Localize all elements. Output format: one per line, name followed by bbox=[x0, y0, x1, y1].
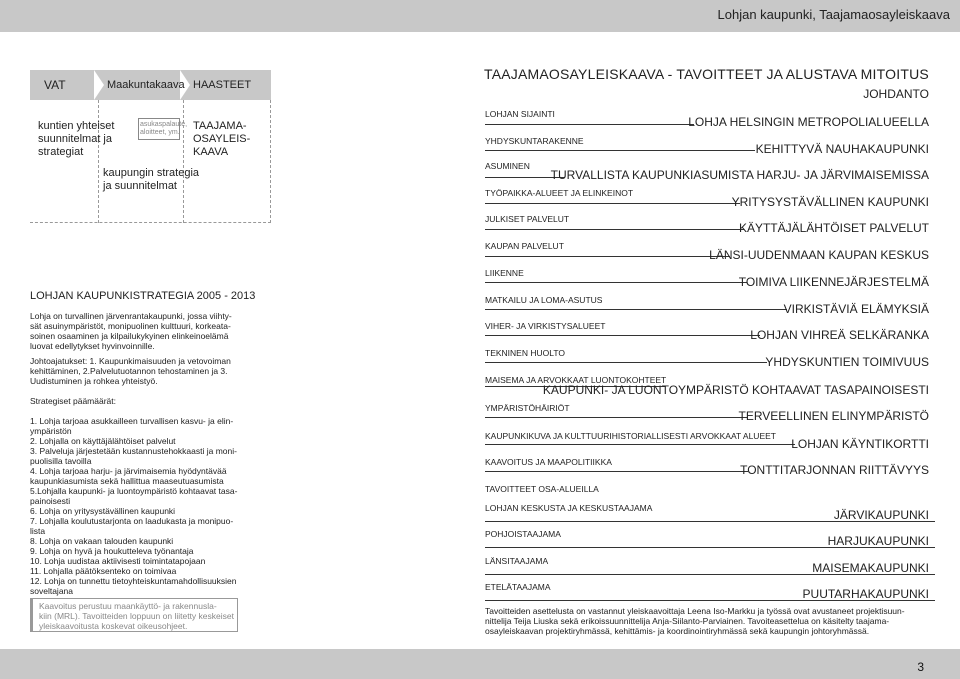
intro-heading: JOHDANTO bbox=[863, 87, 929, 101]
goal-value: JÄRVIKAUPUNKI bbox=[833, 508, 929, 522]
goal-value: TURVALLISTA KAUPUNKIASUMISTA HARJU- JA JÄRVIMAISEMISSA bbox=[550, 168, 929, 182]
goal-line bbox=[485, 256, 730, 257]
goal-label: ASUMINEN bbox=[485, 161, 530, 171]
diagram-maakuntakaava-label: Maakuntakaava bbox=[107, 79, 185, 91]
strategy-title: LOHJAN KAUPUNKISTRATEGIA 2005 - 2013 bbox=[30, 290, 256, 302]
strategy-guidelines: Johtoajatukset: 1. Kaupunkimaisuuden ja vetovoiman kehittäminen, 2.Palvelutuotannon tehostaminen ja 3. Uudistuminen ja rohkea yhteistyö. bbox=[30, 356, 231, 386]
goal-value: HARJUKAUPUNKI bbox=[827, 534, 929, 548]
goal-label: LÄNSITAAJAMA bbox=[485, 556, 549, 566]
page-title: TAAJAMAOSAYLEISKAAVA - TAVOITTEET JA ALUSTAVA MITOITUS bbox=[484, 66, 929, 82]
goal-line bbox=[485, 124, 694, 125]
goal-value: YHDYSKUNTIEN TOIMIVUUS bbox=[765, 355, 929, 369]
goal-label: VIHER- JA VIRKISTYSALUEET bbox=[485, 321, 606, 331]
diagram-divider bbox=[270, 100, 271, 223]
goal-line bbox=[485, 444, 795, 445]
diagram-vat-label: VAT bbox=[44, 78, 66, 92]
goal-label: TYÖPAIKKA-ALUEET JA ELINKEINOT bbox=[485, 188, 634, 198]
diagram-divider bbox=[98, 100, 99, 223]
planning-diagram bbox=[30, 70, 271, 223]
goal-value: LOHJAN KÄYNTIKORTTI bbox=[791, 437, 929, 451]
goal-value: TONTTITARJONNAN RIITTÄVYYS bbox=[740, 463, 929, 477]
goal-value: KAUPUNKI- JA LUONTOYMPÄRISTÖ KOHTAAVAT TASAPAINOISESTI bbox=[542, 383, 929, 397]
goal-label: LOHJAN KESKUSTA JA KESKUSTAAJAMA bbox=[485, 503, 653, 513]
goal-value: KEHITTYVÄ NAUHAKAUPUNKI bbox=[755, 142, 929, 156]
goal-line bbox=[485, 471, 748, 472]
diagram-kaupungin-label: kaupungin strategia ja suunnitelmat bbox=[103, 167, 200, 192]
goal-line bbox=[485, 362, 767, 363]
goal-value: TOIMIVA LIIKENNEJÄRJESTELMÄ bbox=[738, 275, 929, 289]
page-number: 3 bbox=[917, 660, 924, 674]
document-title: Lohjan kaupunki, Taajamaosayleiskaava bbox=[717, 7, 950, 22]
goal-value: MAISEMAKAUPUNKI bbox=[812, 561, 929, 575]
goal-label: KAUPUNKIKUVA JA KULTTUURIHISTORIALLISESTI ARVOKKAAT ALUEET bbox=[485, 431, 776, 441]
goal-value: PUUTARHAKAUPUNKI bbox=[802, 587, 929, 601]
goal-label: YMPÄRISTÖHÄIRIÖT bbox=[485, 403, 570, 413]
bottom-bar bbox=[0, 649, 960, 679]
goal-value: YRITYSYSTÄVÄLLINEN KAUPUNKI bbox=[731, 195, 929, 209]
goal-label: POHJOISTAAJAMA bbox=[485, 529, 561, 539]
diagram-asukaspalaute-label: asukaspalaute, aloitteet, ym. bbox=[140, 121, 188, 136]
diagram-haasteet-label: HAASTEET bbox=[193, 79, 252, 91]
goal-label: JULKISET PALVELUT bbox=[485, 214, 570, 224]
goal-label: ETELÄTAAJAMA bbox=[485, 582, 551, 592]
goal-value: TERVEELLINEN ELINYMPÄRISTÖ bbox=[738, 409, 929, 423]
goal-label: KAAVOITUS JA MAAPOLITIIKKA bbox=[485, 457, 612, 467]
strategy-vision: Lohja on turvallinen järvenrantakaupunki, jossa viihty- sät asuinympäristöt, monipuolinen kulttuuri, korkeata- soinen osaaminen ja kilpailukykyinen elinkeinoelämä luovat edellytykset hyvinvoinnille. bbox=[30, 311, 232, 351]
mrl-note bbox=[30, 598, 238, 632]
goal-value: LÄNSI-UUDENMAAN KAUPAN KESKUS bbox=[709, 248, 929, 262]
goal-value: LOHJAN VIHREÄ SELKÄRANKA bbox=[750, 328, 929, 342]
goal-label: MAISEMA JA ARVOKKAAT LUONTOKOHTEET bbox=[485, 375, 667, 385]
top-bar bbox=[0, 0, 960, 32]
goal-line bbox=[485, 309, 787, 310]
strategy-goals-list: 1. Lohja tarjoaa asukkailleen turvallisen kasvu- ja elin- ympäristön 2. Lohjalla on käyttäjälähtöiset palvelut 3. Palveluja järjestetään kustannustehokkaasti ja moni- puolisilla tavoilla 4. Lohja tarjoaa harju- ja järvimaisemia hyödyntävää kaupunkiasumista sekä hallittua maaseutuasumista 5.Lohjalla kaupunki- ja luontoympäristö kohtaavat tasa- painoisesti 6. Lohja on yritysystävällinen kaupunki 7. Lohjalla koulutustarjonta on laadukasta ja monipuo- lista 8. Lohja on vakaan talouden kaupunki 9. Lohja on hyvä ja houkutteleva työnantaja 10. Lohja uudistaa aktiivisesti toimintatapojaan 11. Lohjalla päätöksenteko on toimivaa 12. Lohja on tunnettu tietoyhteiskuntamahdollisuuksien soveltajana bbox=[30, 416, 238, 596]
goal-value: VIRKISTÄVIÄ ELÄMYKSIÄ bbox=[783, 302, 929, 316]
goal-label: KAUPAN PALVELUT bbox=[485, 241, 564, 251]
goal-line bbox=[485, 150, 755, 151]
mrl-note-text: Kaavoitus perustuu maankäyttö- ja rakennusla- kiin (MRL). Tavoitteiden loppuun on liitetty keskeiset yleiskaavoitusta koskevat oikeusohjeet. bbox=[39, 601, 234, 631]
goal-label: LIIKENNE bbox=[485, 268, 524, 278]
goal-label: MATKAILU JA LOMA-ASUTUS bbox=[485, 295, 603, 305]
goal-label: LOHJAN SIJAINTI bbox=[485, 109, 555, 119]
diagram-divider bbox=[183, 100, 184, 223]
goal-line bbox=[485, 417, 747, 418]
goal-line bbox=[485, 203, 740, 204]
goal-label: YHDYSKUNTARAKENNE bbox=[485, 136, 584, 146]
diagram-kuntien-label: kuntien yhteiset suunnitelmat ja strategiat bbox=[38, 120, 115, 158]
strategy-goals-title: Strategiset päämäärät: bbox=[30, 396, 116, 406]
goal-value: LOHJA HELSINGIN METROPOLIALUEELLA bbox=[688, 115, 929, 129]
goal-line bbox=[485, 282, 747, 283]
goal-label: TAVOITTEET OSA-ALUEILLA bbox=[485, 484, 599, 494]
diagram-bottom-divider bbox=[30, 222, 271, 223]
chevron-right-icon bbox=[94, 70, 104, 100]
goal-line bbox=[485, 229, 744, 230]
goal-line bbox=[485, 335, 760, 336]
goal-label: TEKNINEN HUOLTO bbox=[485, 348, 565, 358]
credits-text: Tavoitteiden asettelusta on vastannut yleiskaavoittaja Leena Iso-Markku ja työssä ovat avustaneet projektisuun- nittelija Teija Liuska sekä erikoissuunnittelija Anja-Siilanto-Parviainen. Tavoiteasettelua on käsitelty taajama- osayleiskaavan projektiryhmässä, kehittämis- ja koordinointiryhmässä sekä kaupungin johtoryhmässä. bbox=[485, 606, 905, 636]
goal-value: KÄYTTÄJÄLÄHTÖISET PALVELUT bbox=[738, 221, 929, 235]
diagram-taajama-label: TAAJAMA- OSAYLEIS- KAAVA bbox=[193, 120, 251, 158]
